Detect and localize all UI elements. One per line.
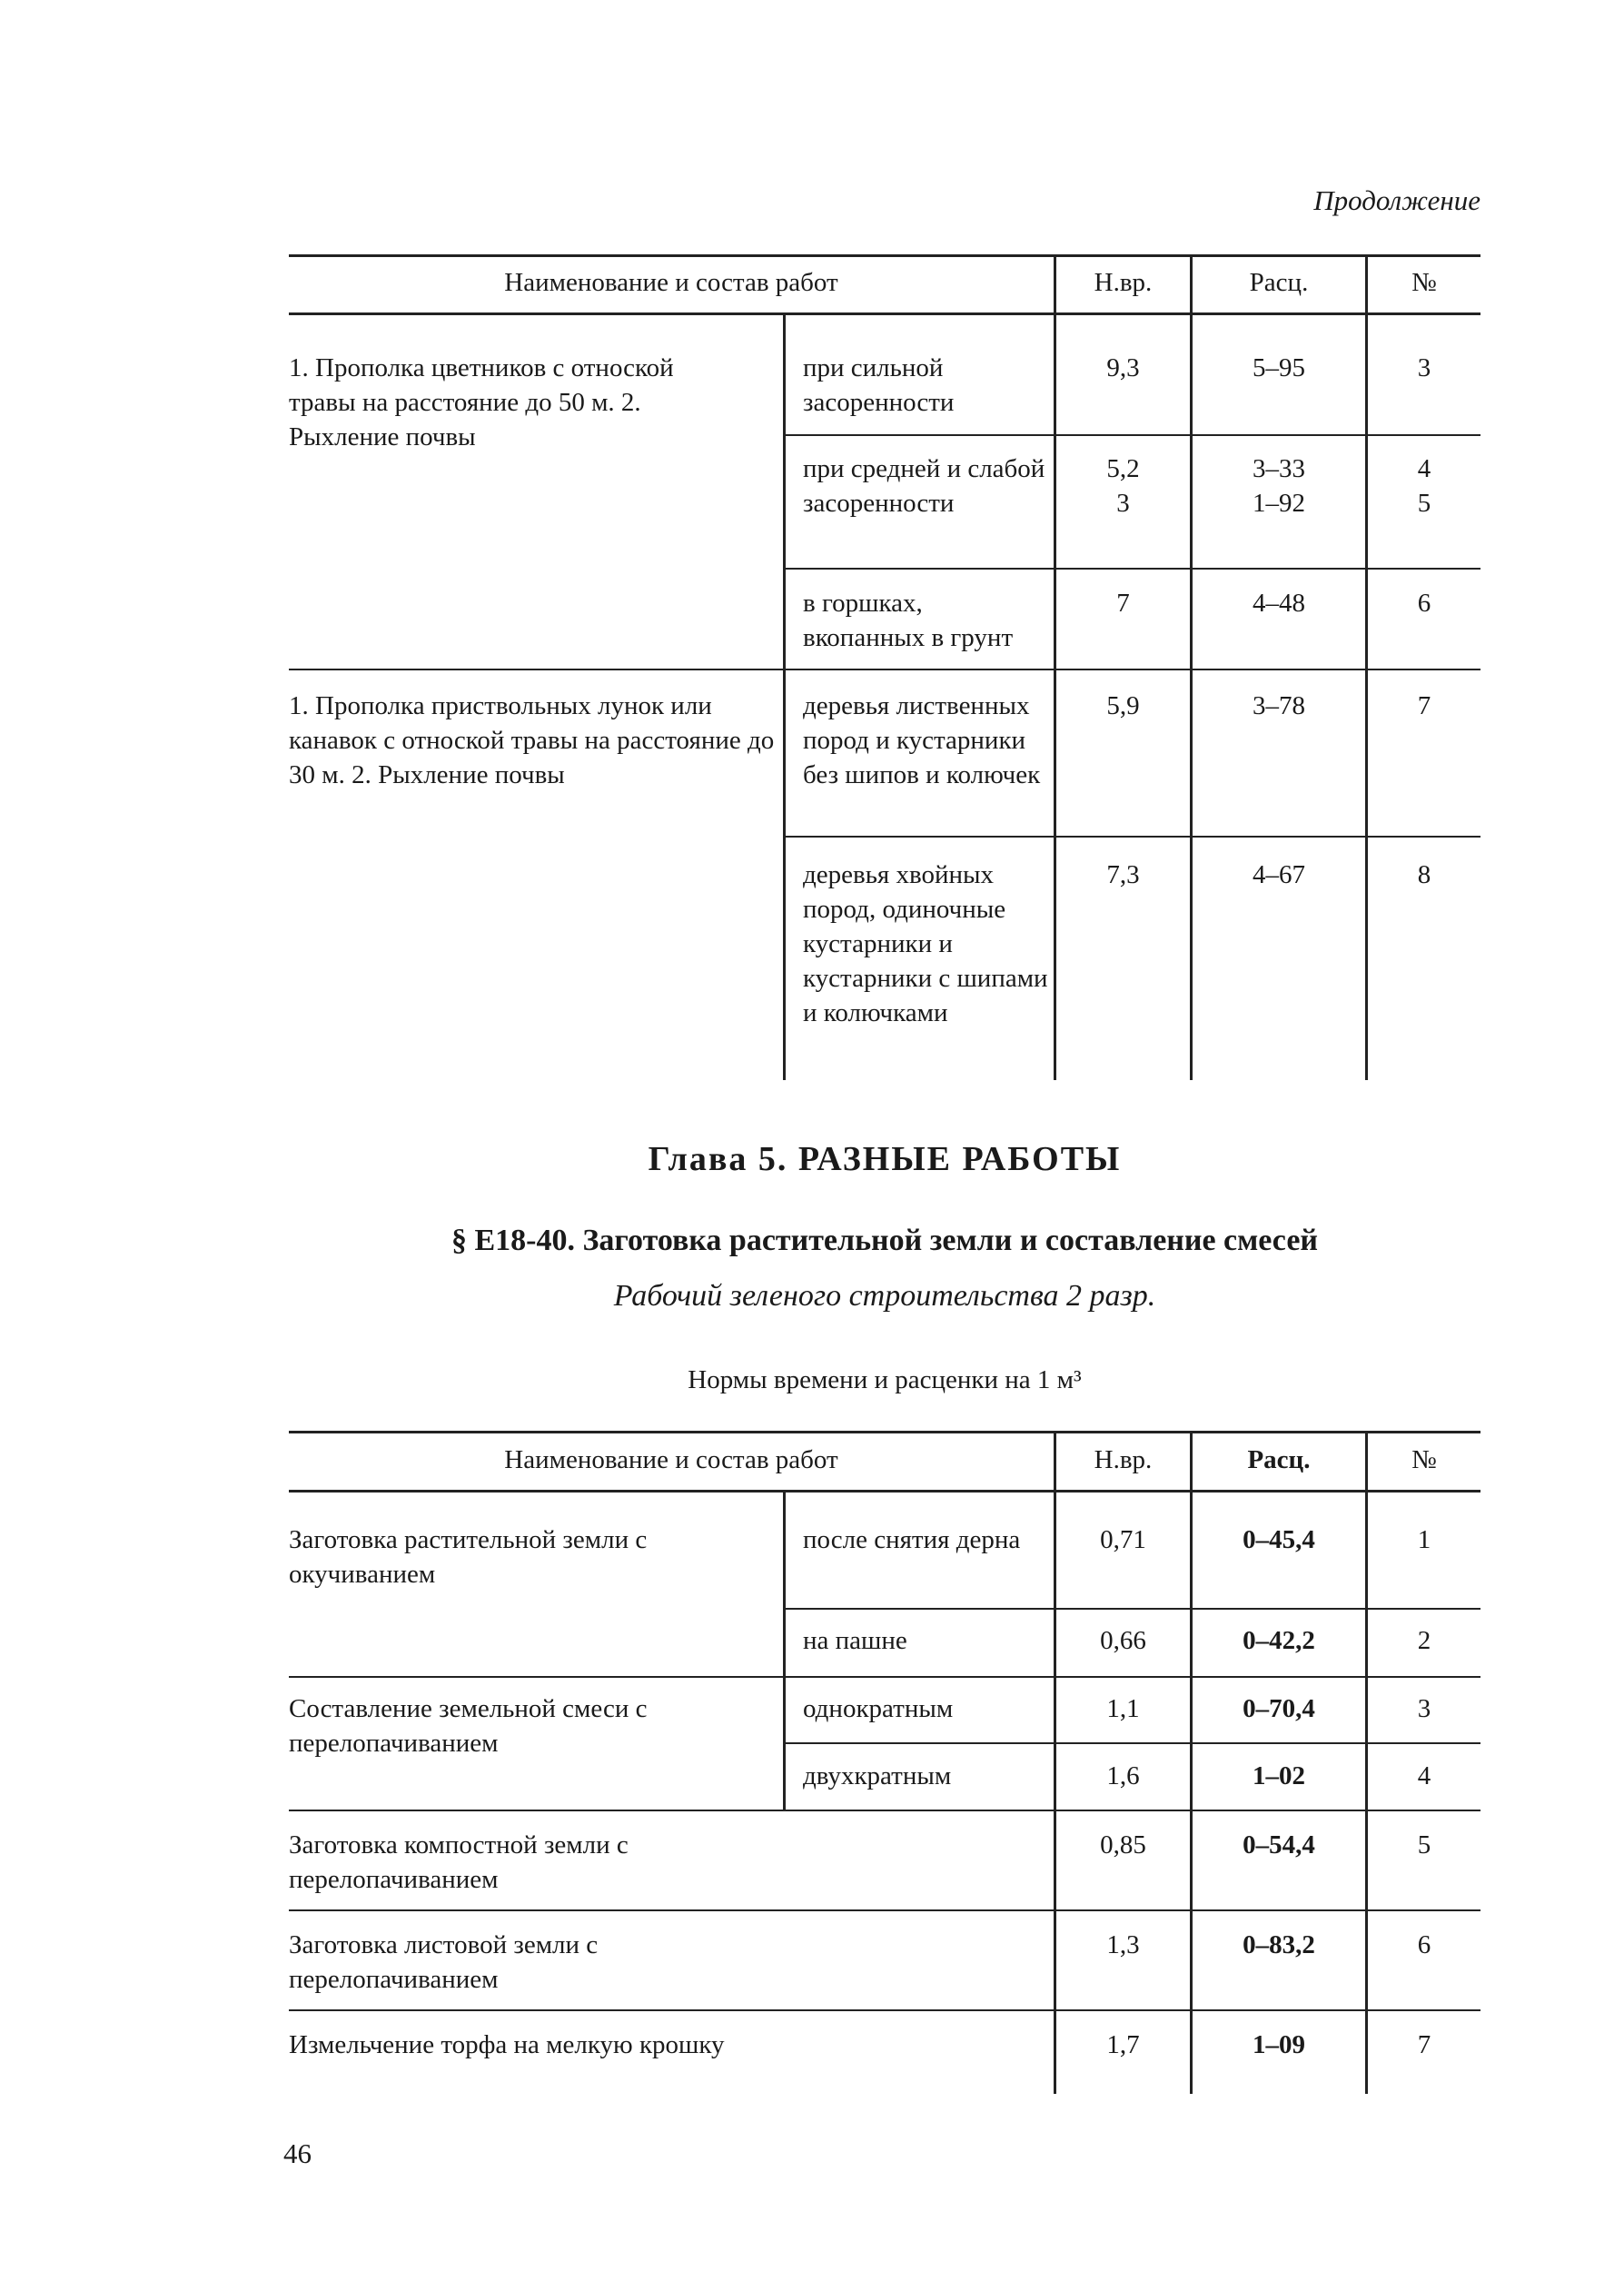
t1-row-condition: деревья хвойных пород, одиночные кустарники и кустарники с шипами и колючками <box>803 860 1048 1027</box>
t2-row-rasc: 0–42,2 <box>1243 1626 1315 1655</box>
t2-row-rule <box>783 1742 1480 1744</box>
t1-group-rule <box>289 669 1480 670</box>
t2-row-condition: на пашне <box>803 1626 907 1655</box>
t1-row-num: 4 5 <box>1417 454 1431 518</box>
t1-row-num: 7 <box>1417 691 1431 720</box>
t1-row-condition: при средней и слабой засоренности <box>803 454 1045 518</box>
page-number: 46 <box>283 2137 312 2169</box>
t1-row-nvr: 7,3 <box>1106 860 1140 889</box>
t2-row-num: 7 <box>1417 2030 1431 2059</box>
t1-group-2-name: 1. Прополка приствольных лунок или канавок с отноской травы на расстояние до 30 м. 2. Рыхление почвы <box>289 691 775 789</box>
t2-row-nvr: 0,85 <box>1100 1830 1146 1859</box>
t1-row-nvr: 9,3 <box>1106 353 1140 382</box>
t1-row-rule <box>783 568 1480 570</box>
t2-header-num: № <box>1411 1445 1437 1474</box>
t1-row-num: 6 <box>1417 589 1431 618</box>
t2-row-nvr: 1,3 <box>1106 1930 1140 1959</box>
t2-row-rule <box>289 2009 1480 2011</box>
table-2-top-rule <box>289 1431 1480 1433</box>
t2-row-condition: после снятия дерна <box>803 1525 1021 1554</box>
t2-row-rasc: 0–70,4 <box>1243 1694 1315 1723</box>
t2-row-name: Заготовка компостной земли с перелопачиванием <box>289 1830 629 1894</box>
t1-row-num: 3 <box>1417 353 1431 382</box>
t1-row-rule <box>783 434 1480 436</box>
t1-row-nvr: 5,9 <box>1106 691 1140 720</box>
t2-row-num: 6 <box>1417 1930 1431 1959</box>
t2-row-name: Измельчение торфа на мелкую крошку <box>289 2030 725 2059</box>
t2-row-condition: двухкратным <box>803 1761 952 1790</box>
t1-row-rasc: 5–95 <box>1253 353 1305 382</box>
table-1-header-rule <box>289 312 1480 315</box>
t1-header-num: № <box>1411 268 1437 297</box>
table-2-header-rule <box>289 1490 1480 1493</box>
t2-row-nvr: 1,6 <box>1106 1761 1140 1790</box>
t1-header-name: Наименование и состав работ <box>504 268 838 297</box>
t2-row-nvr: 0,71 <box>1100 1525 1146 1554</box>
t2-row-num: 5 <box>1417 1830 1431 1859</box>
t1-row-rasc: 3–78 <box>1253 691 1305 720</box>
t1-group-1-name: 1. Прополка цветников с отноской травы на расстояние до 50 м. 2. Рыхление почвы <box>289 353 674 451</box>
chapter-title: Глава 5. РАЗНЫЕ РАБОТЫ <box>648 1140 1122 1178</box>
t2-row-num: 2 <box>1417 1626 1431 1655</box>
t1-header-nvr: Н.вр. <box>1094 268 1153 297</box>
t1-header-rasc: Расц. <box>1249 268 1309 297</box>
t1-row-rasc: 3–33 1–92 <box>1253 454 1305 518</box>
t1-row-nvr: 7 <box>1116 589 1130 618</box>
t2-row-condition: однократным <box>803 1694 954 1723</box>
t2-row-rule <box>783 1608 1480 1610</box>
t1-cond-divider <box>783 312 786 1080</box>
t2-row-nvr: 0,66 <box>1100 1626 1146 1655</box>
continuation-label: Продолжение <box>1313 184 1480 216</box>
t2-row-num: 1 <box>1417 1525 1431 1554</box>
section-title: § Е18-40. Заготовка растительной земли и составление смесей <box>451 1224 1318 1257</box>
table-1-top-rule <box>289 254 1480 257</box>
t1-row-condition: в горшках, вкопанных в грунт <box>803 589 1014 652</box>
t2-row-rule <box>289 1810 1480 1811</box>
t2-row-rasc: 0–45,4 <box>1243 1525 1315 1554</box>
t2-row-rasc: 1–09 <box>1253 2030 1305 2059</box>
t2-row-rasc: 0–83,2 <box>1243 1930 1315 1959</box>
t2-row-rule <box>289 1676 1480 1678</box>
t2-row-nvr: 1,7 <box>1106 2030 1140 2059</box>
t2-row-name: Заготовка растительной земли с окучиванием <box>289 1525 648 1589</box>
t2-row-rule <box>289 1909 1480 1911</box>
t2-header-rasc: Расц. <box>1247 1445 1311 1474</box>
t2-row-num: 4 <box>1417 1761 1431 1790</box>
t1-row-condition: деревья лиственных пород и кустарники без шипов и колючек <box>803 691 1041 789</box>
t2-row-name: Составление земельной смеси с перелопачиванием <box>289 1694 648 1758</box>
t1-row-condition: при сильной засоренности <box>803 353 955 417</box>
t1-row-nvr: 5,2 3 <box>1106 454 1140 518</box>
worker-grade: Рабочий зеленого строительства 2 разр. <box>613 1279 1156 1313</box>
t2-row-name: Заготовка листовой земли с перелопачиванием <box>289 1930 599 1994</box>
t2-header-nvr: Н.вр. <box>1094 1445 1153 1474</box>
t2-row-nvr: 1,1 <box>1106 1694 1140 1723</box>
t2-row-rasc: 1–02 <box>1253 1761 1305 1790</box>
t2-header-name: Наименование и состав работ <box>504 1445 838 1474</box>
t1-row-rule <box>783 836 1480 838</box>
t2-row-rasc: 0–54,4 <box>1243 1830 1315 1859</box>
t1-row-num: 8 <box>1417 860 1431 889</box>
t2-cond-divider <box>783 1490 786 1810</box>
norms-caption: Нормы времени и расценки на 1 м³ <box>688 1365 1082 1394</box>
t1-row-rasc: 4–67 <box>1253 860 1305 889</box>
t2-row-num: 3 <box>1417 1694 1431 1723</box>
t1-row-rasc: 4–48 <box>1253 589 1305 618</box>
